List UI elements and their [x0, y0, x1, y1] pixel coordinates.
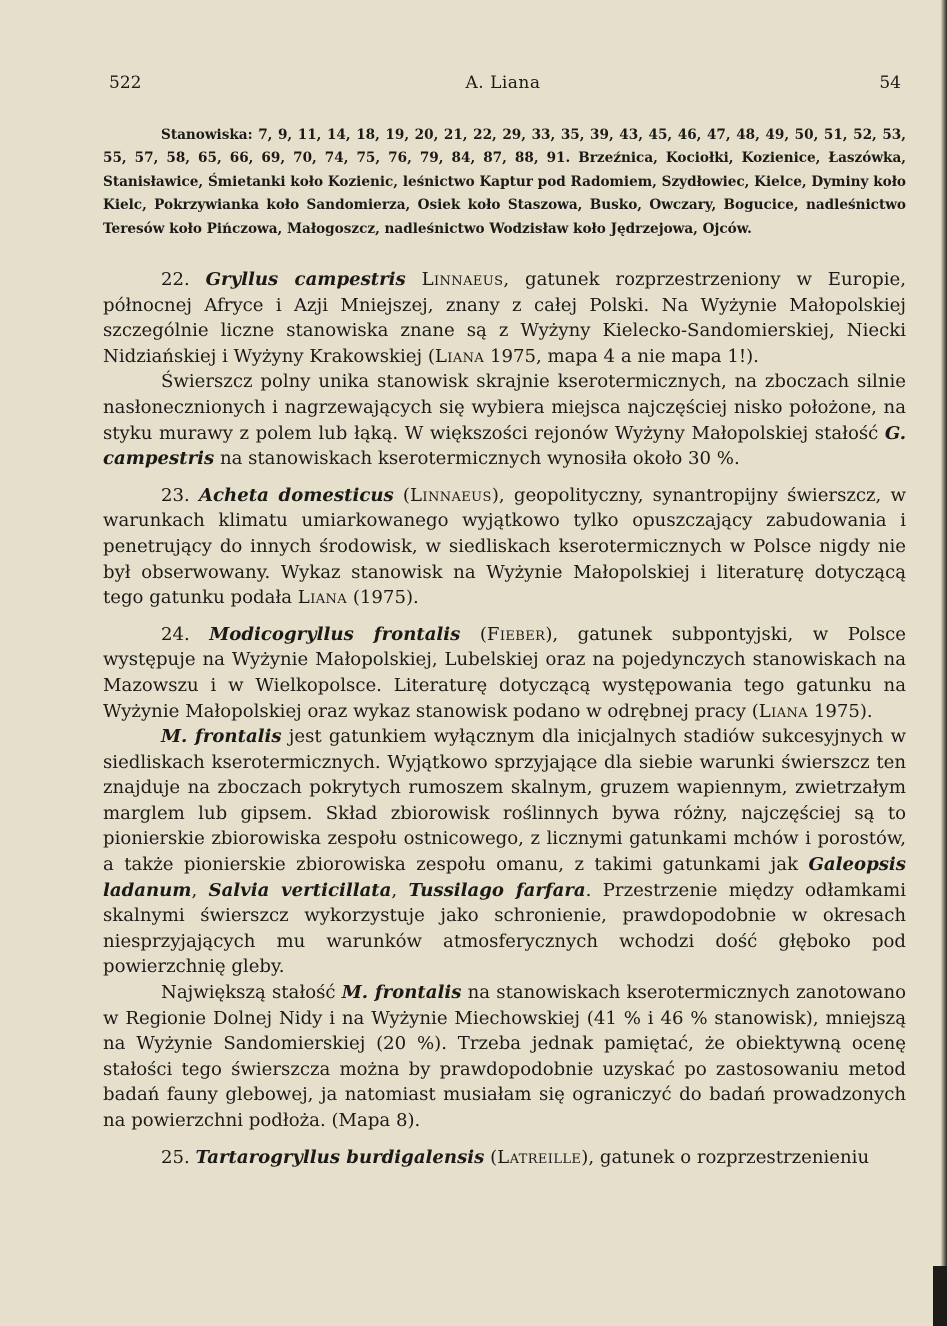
paragraph-text: na stanowiskach kserotermicznych zanotowano w Regionie Dolnej Nidy i na Wyżynie Miechowskiej (41 % i 46 % stanowisk), mniejszą na Wyżynie Sandomierskiej (20 %). Trzeba jednak pamiętać, że obiektywną ocenę stałości tego świerszcza można by prawdopodobnie uzyskać po zastosowaniu metod badań fauny glebowej, ja natomiast musiałam się ograniczyć do badań prowadzonych na powierzchni podłoża. (Mapa 8). — [103, 982, 907, 1131]
paragraph-text: ), gatunek subpontyjski, w Polsce występuje na Wyżynie Małopolskiej, Lubelskiej oraz na pojedynczych stanowiskach na Mazowszu i w Wielkopolsce. Literaturę dotyczącą występowania tego gatunku na Wyżynie Małopolskiej oraz wykaz stanowisk podano w odrębnej pracy ( — [103, 623, 906, 722]
citation-author: Liana — [758, 700, 809, 722]
running-number: 54 — [879, 73, 901, 93]
plant-name: Galeopsis ladanum — [103, 854, 906, 901]
separator: , — [391, 879, 409, 901]
paragraph-text: . Przestrzenie między odłamkami skalnymi świerszcz wykorzystuje jako schronienie, prawdopodobnie w okresach niesprzyjających mu warunków atmosferycznych wchodzi dość głęboko pod powierzchnię gleby. — [103, 879, 907, 978]
author-name: Latreille — [497, 1146, 582, 1168]
paragraph-text: 1975, mapa 4 a nie mapa 1!). — [484, 345, 759, 367]
species-name: Gryllus campestris — [205, 269, 406, 290]
paragraph-text: na stanowiskach kserotermicznych wynosiła około 30 %. — [214, 448, 740, 470]
paragraph-text: Największą stałość — [161, 982, 342, 1004]
paragraph-text: 1975). — [808, 700, 873, 722]
paragraph-text: jest gatunkiem wyłącznym dla inicjalnych stadiów sukcesyjnych w siedliskach kserotermicznych. Wyjątkowo sprzyjające dla siebie warunki świerszcz ten znajduje na zboczach pokrytych rumoszem skalnym, gruzem wapiennym, zwietrzałym marglem lub gipsem. Skład zbiorowisk roślinnych bywa różny, najczęściej są to pionierskie zbiorowiska zespołu ostnicowego, z licznymi gatunkami mchów i porostów, a także pionierskie zbiorowiska zespołu omanu, z takimi gatunkami jak — [103, 726, 906, 876]
paren-open: ( — [393, 484, 410, 506]
species-name: G. campestris — [103, 422, 906, 470]
paragraph-text: ), gatunek o rozprzestrzenieniu — [581, 1146, 870, 1168]
paragraph-24 — [103, 622, 906, 724]
locality-list — [103, 124, 906, 241]
author-name: Fieber — [486, 623, 546, 645]
paragraph-text: (1975). — [347, 587, 419, 609]
item-number: 24. — [161, 623, 190, 645]
running-title: A. Liana — [465, 73, 541, 93]
paragraph-text: , gatunek rozprzestrzeniony w Europie, północnej Afryce i Azji Mniejszej, znany z całej Polski. Na Wyżynie Małopolskiej szczególnie liczne stanowiska znane są z Wyżyny Kielecko-Sandomierskiej, Niecki Nidziańskiej i Wyżyny Krakowskiej ( — [103, 269, 906, 367]
page-number: 522 — [109, 73, 142, 93]
item-number: 25. — [161, 1146, 190, 1168]
paragraph-25 — [103, 1145, 906, 1171]
species-name: Tartarogryllus burdigalensis — [195, 1146, 485, 1168]
paragraph-text: ), geopolityczny, synantropijny świerszcz, w warunkach klimatu umiarkowanego wyjątkowo tylko opuszczający zabudowania i penetrujący do innych środowisk, w siedliskach kserotermicznych w Polsce nigdy nie był obserwowany. Wykaz stanowisk na Wyżynie Małopolskiej i literaturę dotyczącą tego gatunku podała — [103, 484, 907, 609]
species-name: Acheta domesticus — [199, 484, 394, 506]
paragraph-24-constancy — [103, 980, 906, 1134]
paragraph-text: Świerszcz polny unika stanowisk skrajnie kserotermicznych, na zboczach silnie nasłonecznionych i nagrzewających się wybiera miejsca najczęściej nisko położone, na styku murawy z polem lub łąką. W większości rejonów Wyżyny Małopolskiej stałość — [103, 371, 906, 444]
item-number: 22. — [161, 269, 190, 290]
paren-open: ( — [460, 623, 487, 645]
page-edge-shadow — [933, 1266, 947, 1326]
species-name: M. frontalis — [341, 982, 462, 1004]
citation-author: Liana — [434, 345, 485, 367]
plant-name: Tussilago farfara — [408, 879, 586, 901]
species-name: Modicogryllus frontalis — [209, 623, 461, 645]
paragraph-23 — [103, 483, 906, 611]
paren-open: ( — [484, 1146, 498, 1168]
citation-author: Liana — [297, 587, 348, 609]
author-name: Linnaeus — [410, 484, 492, 506]
paragraph-22-habitat — [103, 369, 906, 471]
paragraph-22 — [103, 267, 906, 369]
article-body — [103, 267, 906, 1170]
paragraph-24-habitat — [103, 724, 906, 980]
item-number: 23. — [161, 484, 190, 506]
species-name: M. frontalis — [161, 726, 282, 748]
plant-name: Salvia verticillata — [208, 879, 392, 901]
author-name: Linnaeus — [421, 269, 504, 290]
running-header — [103, 73, 903, 97]
page-edge — [941, 0, 947, 1326]
separator: , — [191, 879, 209, 901]
locality-paragraph: Stanowiska: 7, 9, 11, 14, 18, 19, 20, 21, 22, 29, 33, 35, 39, 43, 45, 46, 47, 48, 49, 50, 51, 52, 53, 55, 57, 58, 65, 66, 69, 70, 74, 75, 76, 79, 84, 87, 88, 91. Brzeźnica, Kociołki, Kozienice, Łaszówka, Stanisławice, Śmietanki koło Kozienic, leśnictwo Kaptur pod Radomiem, Szydłowiec, Kielce, Dyminy koło Kielc, Pokrzywianka koło Sandomierza, Osiek koło Staszowa, Busko, Owczary, Bogucice, nadleśnictwo Teresów koło Pińczowa, Małogoszcz, nadleśnictwo Wodzisław koło Jędrzejowa, Ojców. — [103, 127, 906, 237]
